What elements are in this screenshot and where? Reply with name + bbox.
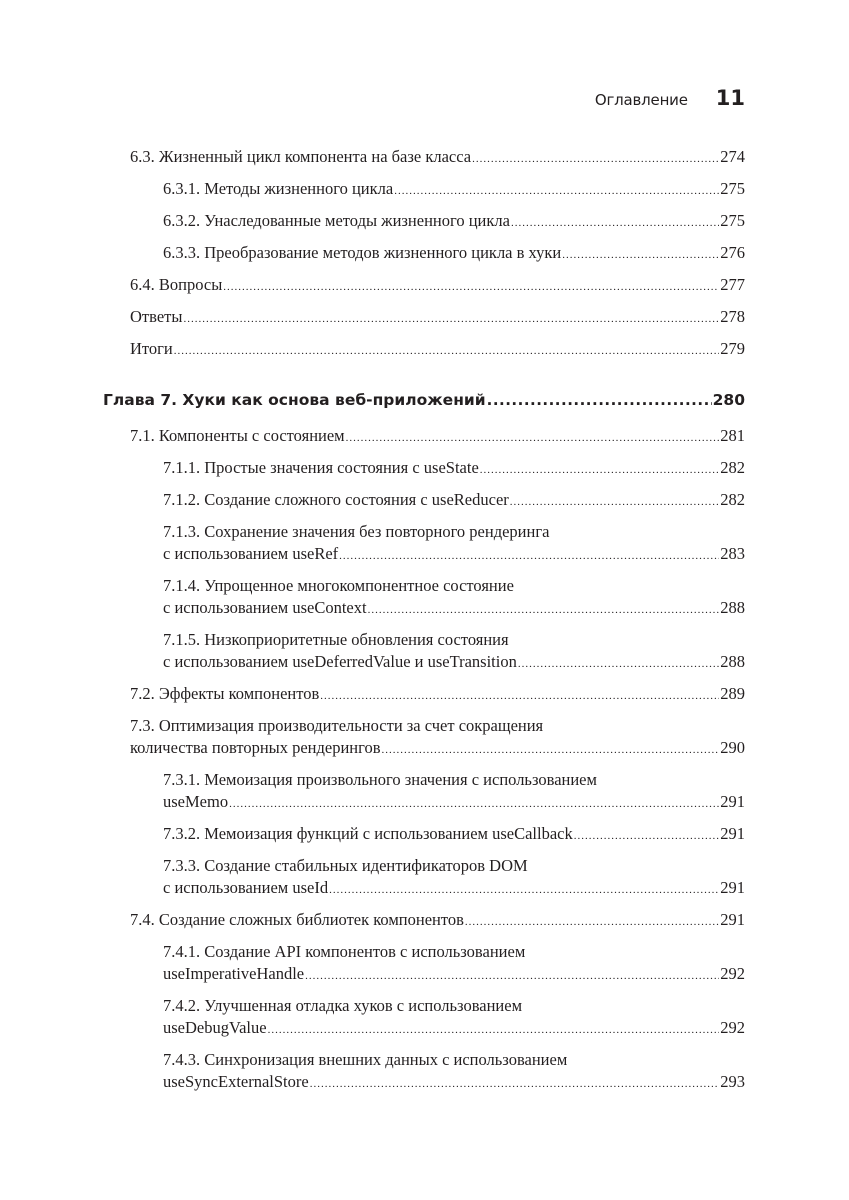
toc-entry-title: useSyncExternalStore — [163, 1072, 309, 1091]
toc-entry-row — [130, 306, 745, 330]
dot-leader — [472, 148, 719, 170]
toc-entry-row — [130, 274, 745, 298]
dot-leader — [510, 491, 719, 513]
toc-entry — [163, 242, 745, 266]
toc-entry-row — [130, 909, 745, 933]
toc-entry-page: 292 — [720, 1018, 745, 1037]
toc-entry-page: 279 — [720, 339, 745, 358]
toc-entry-title: количества повторных рендерингов — [130, 738, 381, 757]
toc-entry — [163, 521, 745, 567]
toc-entry-title: useDebugValue — [163, 1018, 267, 1037]
dot-leader — [368, 599, 720, 621]
toc-entry-page: 283 — [720, 544, 745, 563]
dot-leader — [394, 180, 719, 202]
toc-entry — [130, 909, 745, 933]
toc-entry-title: 7.4. Создание сложных библиотек компонентов — [130, 910, 464, 929]
toc-entry-page: 291 — [720, 824, 745, 843]
toc-entry-title: Итоги — [130, 339, 173, 358]
toc-entry-page: 288 — [720, 598, 745, 617]
dot-leader — [487, 389, 712, 411]
toc-entry-page: 291 — [720, 910, 745, 929]
toc-entry — [163, 769, 745, 815]
toc-entry-title: 6.4. Вопросы — [130, 275, 223, 294]
dot-leader — [339, 545, 719, 567]
toc-entry — [130, 274, 745, 298]
toc-entry-page: 275 — [720, 211, 745, 230]
toc-entry-title: Ответы — [130, 307, 183, 326]
toc-entry-row — [163, 823, 745, 847]
toc-entry-title: 6.3.3. Преобразование методов жизненного цикла в хуки — [163, 243, 562, 262]
toc-entry-page: 280 — [712, 391, 745, 409]
toc-entry-title: 7.2. Эффекты компонентов — [130, 684, 320, 703]
toc-entry — [163, 210, 745, 234]
table-of-contents — [0, 146, 849, 1103]
dot-leader — [223, 276, 719, 298]
toc-entry — [130, 425, 745, 449]
toc-entry-title: 7.3.2. Мемоизация функций с использованием useCallback — [163, 824, 573, 843]
toc-entry — [163, 457, 745, 481]
toc-entry — [163, 823, 745, 847]
toc-entry — [163, 489, 745, 513]
toc-entry — [163, 855, 745, 901]
toc-entry — [163, 995, 745, 1041]
dot-leader — [518, 653, 719, 675]
toc-entry-row — [163, 489, 745, 513]
toc-entry — [130, 146, 745, 170]
toc-entry-row — [163, 651, 745, 675]
toc-entry-title: 7.1.4. Упрощенное многокомпонентное состояние — [163, 576, 514, 595]
toc-entry — [163, 629, 745, 675]
toc-entry-row — [163, 597, 745, 621]
toc-entry-row — [130, 683, 745, 707]
toc-entry-page: 274 — [720, 147, 745, 166]
toc-entry-row — [103, 389, 745, 411]
toc-entry — [163, 575, 745, 621]
toc-entry-page: 281 — [720, 426, 745, 445]
dot-leader — [310, 1073, 720, 1095]
toc-entry-row — [163, 1071, 745, 1095]
dot-leader — [346, 427, 720, 449]
toc-entry-row — [163, 543, 745, 567]
toc-entry-row — [163, 791, 745, 815]
toc-entry-title: useImperativeHandle — [163, 964, 305, 983]
toc-entry-row — [163, 178, 745, 202]
toc-entry-page: 290 — [720, 738, 745, 757]
dot-leader — [562, 244, 719, 266]
toc-entry — [130, 715, 745, 761]
dot-leader — [229, 793, 719, 815]
toc-entry-page: 282 — [720, 490, 745, 509]
toc-entry — [163, 178, 745, 202]
toc-entry-page: 289 — [720, 684, 745, 703]
dot-leader — [183, 308, 719, 330]
toc-entry-row — [163, 457, 745, 481]
toc-entry-row — [163, 210, 745, 234]
toc-entry-row — [163, 877, 745, 901]
toc-entry-row — [130, 338, 745, 362]
toc-entry-title: 7.3.1. Мемоизация произвольного значения с использованием — [163, 770, 597, 789]
dot-leader — [268, 1019, 720, 1041]
toc-entry-title: Глава 7. Хуки как основа веб-приложений — [103, 391, 486, 409]
toc-entry-title: useMemo — [163, 792, 229, 811]
toc-entry-page: 288 — [720, 652, 745, 671]
dot-leader — [574, 825, 720, 847]
toc-entry-row — [163, 963, 745, 987]
toc-entry-row — [163, 1017, 745, 1041]
dot-leader — [382, 739, 720, 761]
dot-leader — [465, 911, 719, 933]
toc-entry — [130, 683, 745, 707]
toc-entry-title: 7.1.2. Создание сложного состояния с useReducer — [163, 490, 509, 509]
toc-entry-title: 7.4.3. Синхронизация внешних данных с использованием — [163, 1050, 568, 1069]
toc-entry-title: 6.3. Жизненный цикл компонента на базе класса — [130, 147, 472, 166]
toc-entry-row — [163, 242, 745, 266]
toc-entry — [130, 338, 745, 362]
toc-entry-title: 7.4.1. Создание API компонентов с использованием — [163, 942, 526, 961]
toc-entry-row — [130, 146, 745, 170]
dot-leader — [329, 879, 719, 901]
toc-entry-row — [130, 425, 745, 449]
toc-entry-title: 7.1.3. Сохранение значения без повторного рендеринга — [163, 522, 550, 541]
running-header — [595, 86, 745, 110]
toc-entry-page: 291 — [720, 792, 745, 811]
toc-entry-page: 276 — [720, 243, 745, 262]
toc-entry-title: 7.1. Компоненты с состоянием — [130, 426, 345, 445]
dot-leader — [480, 459, 719, 481]
toc-entry-title: 7.3. Оптимизация производительности за счет сокращения — [130, 716, 544, 735]
toc-entry-page: 277 — [720, 275, 745, 294]
toc-entry-title: 6.3.2. Унаследованные методы жизненного цикла — [163, 211, 510, 230]
dot-leader — [174, 340, 719, 362]
toc-entry-title: 7.3.3. Создание стабильных идентификаторов DOM — [163, 856, 528, 875]
toc-entry-row — [130, 737, 745, 761]
toc-entry-page: 282 — [720, 458, 745, 477]
toc-entry — [130, 306, 745, 330]
toc-chapter-entry — [103, 389, 745, 411]
toc-entry-page: 292 — [720, 964, 745, 983]
page-number: 11 — [715, 86, 745, 110]
toc-entry-title: с использованием useDeferredValue и useTransition — [163, 652, 517, 671]
dot-leader — [305, 965, 719, 987]
toc-entry — [163, 941, 745, 987]
toc-entry-title: 7.1.1. Простые значения состояния с useState — [163, 458, 479, 477]
toc-entry-title: 7.4.2. Улучшенная отладка хуков с использованием — [163, 996, 523, 1015]
dot-leader — [320, 685, 719, 707]
toc-entry-title: с использованием useId — [163, 878, 329, 897]
toc-entry-page: 291 — [720, 878, 745, 897]
toc-entry-title: 7.1.5. Низкоприоритетные обновления состояния — [163, 630, 509, 649]
toc-entry-page: 278 — [720, 307, 745, 326]
toc-entry-title: 6.3.1. Методы жизненного цикла — [163, 179, 394, 198]
toc-entry-page: 275 — [720, 179, 745, 198]
running-header-title: Оглавление — [594, 91, 688, 109]
dot-leader — [511, 212, 719, 234]
toc-entry — [163, 1049, 745, 1095]
toc-entry-title: с использованием useRef — [163, 544, 339, 563]
toc-entry-page: 293 — [720, 1072, 745, 1091]
toc-entry-title: с использованием useContext — [163, 598, 367, 617]
